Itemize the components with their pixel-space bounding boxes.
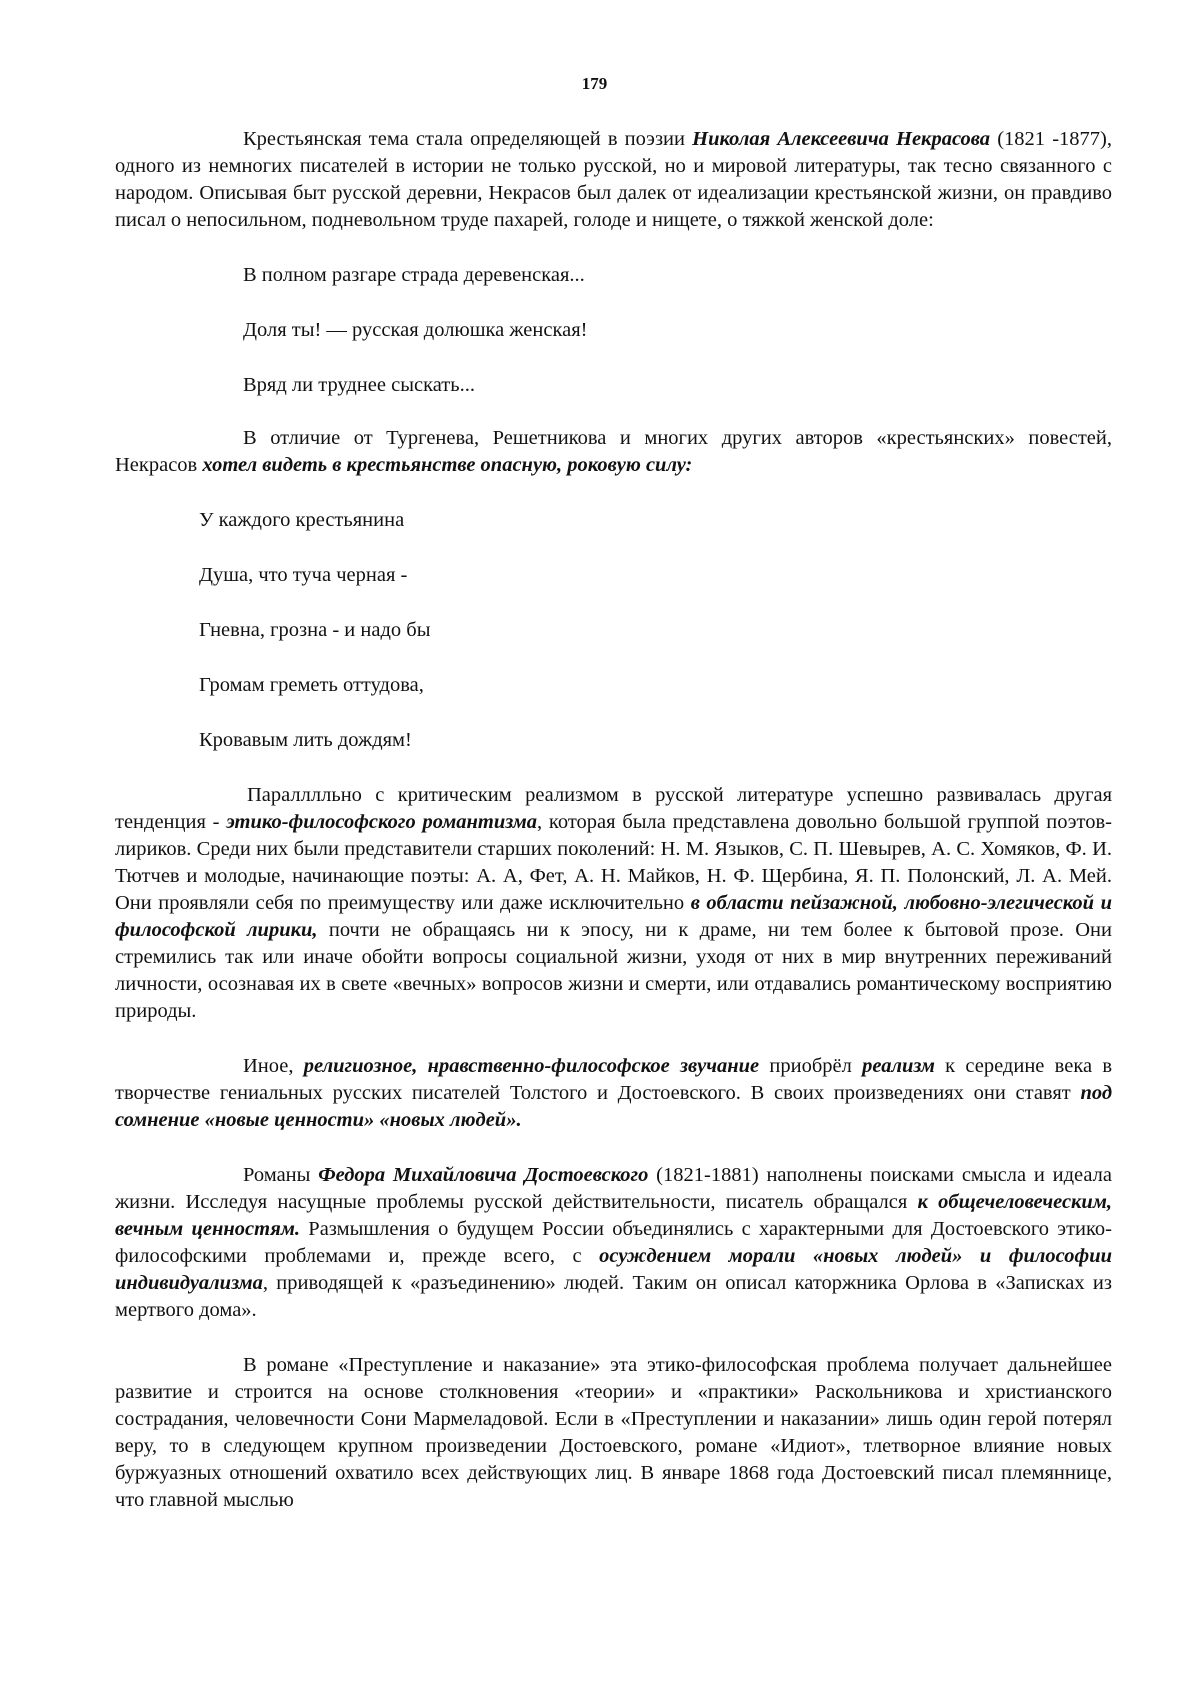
emphasis-text: хотел видеть в крестьянстве опасную, роковую силу: (202, 454, 693, 476)
emphasis-text: под сомнение «новые ценности» «новых людей». (115, 1082, 1112, 1131)
emphasis-text: реализм (862, 1055, 935, 1077)
paragraph-nekrasov-intro (115, 126, 1112, 234)
text-run: , которая была представлена довольно большой группой поэтов-лириков. Среди них были представители старших поколений: Н. М. Языков, С. П. Шевырев, А. С. Хомяков, Ф. И. Тютчев и молодые, начинающие поэты: А. А, Фет, А. Н. Майков, Н. Ф. Щербина, Я. П. Полонский, Л. А. Мей. Они проявляли себя по преимуществу или даже исключительно (115, 811, 1112, 914)
emphasis-text: этико-философского романтизма (226, 811, 538, 833)
emphasis-text: религиозное, нравственно-философское звучание (303, 1055, 760, 1077)
verse-line: В полном разгаре страда деревенская... (243, 264, 585, 286)
paragraph-romanticism (115, 782, 1112, 1025)
emphasis-author-name: Федора Михайловича Достоевского (318, 1164, 649, 1186)
verse-line: Кровавым лить дождям! (199, 729, 412, 751)
paragraph-religious-realism (115, 1053, 1112, 1134)
text-run: Иное, (243, 1055, 304, 1077)
emphasis-author-name: Николая Алексеевича Некрасова (692, 128, 991, 150)
paragraph-crime-and-punishment (115, 1352, 1112, 1514)
paragraph-peasantry-force (115, 425, 1112, 479)
text-run: Размышления о будущем России объединялись с характерными для Достоевского этико-философскими проблемами и, прежде всего, с (115, 1218, 1112, 1267)
text-run: (1821-1881) наполнены поисками смысла и идеала жизни. Исследуя насущные проблемы русской действительности, писатель обращался (115, 1164, 1112, 1213)
verse-line: Гневна, грозна - и надо бы (199, 619, 431, 641)
text-run: В отличие от Тургенева, Решетникова и многих других авторов «крестьянских» повестей, Некрасов (115, 427, 1112, 476)
emphasis-text: к общечеловеческим, вечным ценностям. (115, 1191, 1113, 1240)
verse-block-2 (115, 507, 1112, 754)
text-run: В романе «Преступление и наказание» эта этико-философская проблема получает дальнейшее развитие и строится на основе столкновения «теории» и «практики» Раскольникова и христианского сострадания, человечности Сони Мармеладовой. Если в «Преступлении и наказании» лишь один герой потерял веру, то в следующем крупном произведении Достоевского, романе «Идиот», тлетворное влияние новых буржуазных отношений охватило всех действующих лиц. В январе 1868 года Достоевский писал племяннице, что главной мыслью (115, 1354, 1112, 1511)
verse-block-1 (115, 262, 1112, 399)
page-number: 179 (581, 74, 608, 93)
verse-line: Доля ты! — русская долюшка женская! (243, 319, 588, 341)
paragraph-dostoevsky (115, 1162, 1112, 1324)
text-run: Паралллльно с критическим реализмом в русской литературе успешно развивалась другая тенденция - (115, 784, 1112, 833)
verse-line: Громам греметь оттудова, (199, 674, 424, 696)
text-run: (1821 -1877), одного из немногих писателей в истории не только русской, но и мировой литературы, так тесно связанного с народом. Описывая быт русской деревни, Некрасов был далек от идеализации крестьянской жизни, он правдиво писал о непосильном, подневольном труде пахарей, голоде и нищете, о тяжкой женской доле: (115, 128, 1112, 231)
text-run: приобрёл (759, 1055, 863, 1077)
text-run: почти не обращаясь ни к эпосу, ни к драме, ни тем более к бытовой прозе. Они стремились так или иначе обойти вопросы социальной жизни, уходя от них в мир внутренних переживаний личности, осознавая их в свете «вечных» вопросов жизни и смерти, или отдавались романтическому восприятию природы. (115, 919, 1112, 1022)
verse-line: Душа, что туча черная - (199, 564, 408, 586)
emphasis-text: в области пейзажной, любовно-элегической и философской лирики, (115, 892, 1112, 941)
text-run: Романы (243, 1164, 319, 1186)
emphasis-text: осуждением морали «новых людей» и философии индивидуализма (115, 1245, 1112, 1294)
text-run: Крестьянская тема стала определяющей в поэзии (243, 128, 693, 150)
document-body (115, 126, 1112, 1514)
verse-line: Вряд ли труднее сыскать... (243, 374, 475, 396)
text-run: к середине века в творчестве гениальных русских писателей Толстого и Достоевского. В своих произведениях они ставят (115, 1055, 1113, 1104)
text-run: , приводящей к «разъединению» людей. Таким он описал каторжника Орлова в «Записках из мертвого дома». (115, 1272, 1112, 1321)
verse-line: У каждого крестьянина (199, 509, 405, 531)
